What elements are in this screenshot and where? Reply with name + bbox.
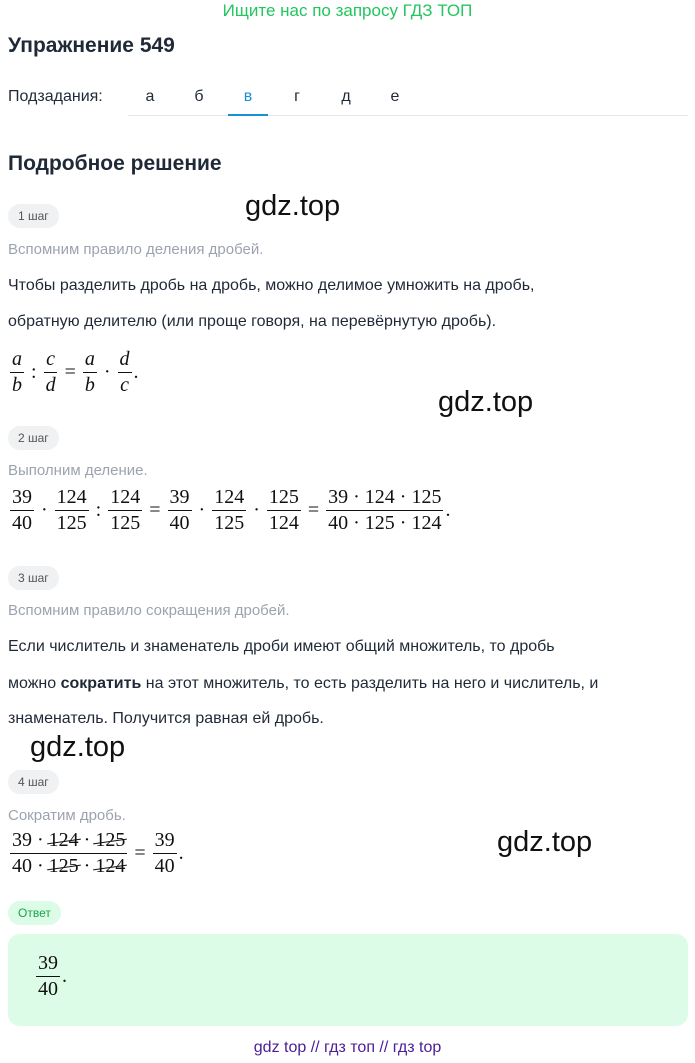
step-hint: Выполним деление.: [8, 462, 148, 479]
step-badge: 4 шаг: [8, 770, 59, 794]
page-title: Упражнение 549: [8, 34, 175, 57]
tab-b[interactable]: б: [194, 88, 204, 105]
answer-formula: [34, 952, 67, 1001]
operator: ·: [198, 499, 206, 521]
tab-g[interactable]: г: [294, 88, 300, 105]
step-hint: Вспомним правило сокращения дробей.: [8, 602, 290, 619]
subtasks-bar: [8, 86, 688, 116]
period: .: [62, 965, 67, 987]
tab-v[interactable]: в: [228, 88, 268, 116]
watermark: gdz.top: [30, 731, 126, 763]
step-hint: Сократим дробь.: [8, 807, 126, 824]
watermark: gdz.top: [245, 190, 341, 222]
operator: :: [95, 499, 102, 521]
operator: =: [64, 361, 76, 383]
step-text: знаменатель. Получится равная ей дробь.: [8, 710, 324, 727]
period: .: [178, 842, 184, 864]
operator: =: [134, 842, 146, 864]
subtasks-tabs: [128, 86, 688, 116]
fraction: $\frac{124}{125}$: [110, 486, 141, 534]
watermark: gdz.top: [438, 386, 534, 418]
bold-term: сократить: [60, 675, 142, 692]
cancelled-factor: 125: [48, 855, 79, 877]
reduction-formula: [8, 829, 184, 878]
step-text: можно сократить на этот множитель, то есть разделить на него и числитель, и: [8, 675, 599, 692]
answer-box: [8, 934, 688, 1026]
tab-d[interactable]: д: [341, 88, 351, 105]
answer-badge: Ответ: [8, 901, 61, 925]
fraction: $\frac{39}{40}$: [154, 829, 175, 877]
operator: ·: [253, 499, 260, 521]
watermark: gdz.top: [497, 826, 593, 858]
fraction: $\frac{39}{40}$: [38, 952, 58, 1000]
fraction: $\frac{a}{b}$: [12, 348, 22, 396]
operator: ·: [41, 499, 48, 521]
fraction: $\frac{a}{b}$: [84, 348, 95, 396]
fraction: $\frac{c}{d}$: [45, 348, 56, 396]
period: .: [133, 361, 139, 383]
tab-e[interactable]: е: [390, 88, 400, 105]
fraction: $\frac{124}{125}$: [56, 486, 87, 534]
step-badge: 1 шаг: [8, 204, 59, 228]
subtasks-label: Подзадания:: [8, 88, 103, 105]
promo-banner[interactable]: Ищите нас по запросу ГДЗ ТОП: [222, 1, 473, 20]
fraction: $\frac{39 \cdot 124 \cdot 125}{40 \cdot 125 \cdot 124}$: [12, 829, 126, 877]
fraction: $\frac{39 \cdot 124 \cdot 125}{40 \cdot 125 \cdot 124}$: [328, 486, 442, 534]
division-rule-formula: [8, 348, 139, 397]
fraction: $\frac{39}{40}$: [169, 486, 190, 534]
step-hint: Вспомним правило деления дробей.: [8, 241, 264, 258]
fraction: $\frac{39}{40}$: [12, 486, 32, 534]
operator: =: [149, 499, 161, 521]
tab-a[interactable]: а: [145, 88, 155, 105]
period: .: [445, 499, 451, 521]
fraction: $\frac{125}{124}$: [268, 486, 299, 534]
cancelled-factor: 124: [95, 855, 126, 877]
step-badge: 2 шаг: [8, 426, 59, 450]
cancelled-factor: 124: [48, 829, 79, 851]
footer-links[interactable]: gdz top // гдз топ // гдз top: [253, 1039, 442, 1056]
step-badge: 3 шаг: [8, 566, 59, 590]
fraction: $\frac{124}{125}$: [214, 486, 245, 534]
fraction: $\frac{d}{c}$: [119, 348, 130, 396]
operator: :: [31, 361, 37, 383]
division-formula: [8, 486, 450, 535]
step-text: Чтобы разделить дробь на дробь, можно делимое умножить на дробь,: [8, 277, 535, 294]
step-text: Если числитель и знаменатель дроби имеют общий множитель, то дробь: [8, 638, 555, 655]
operator: ·: [103, 361, 111, 383]
operator: =: [307, 499, 320, 521]
cancelled-factor: 125: [95, 829, 126, 851]
section-title: Подробное решение: [8, 152, 222, 175]
step-text: обратную делителю (или проще говоря, на перевёрнутую дробь).: [8, 313, 497, 330]
